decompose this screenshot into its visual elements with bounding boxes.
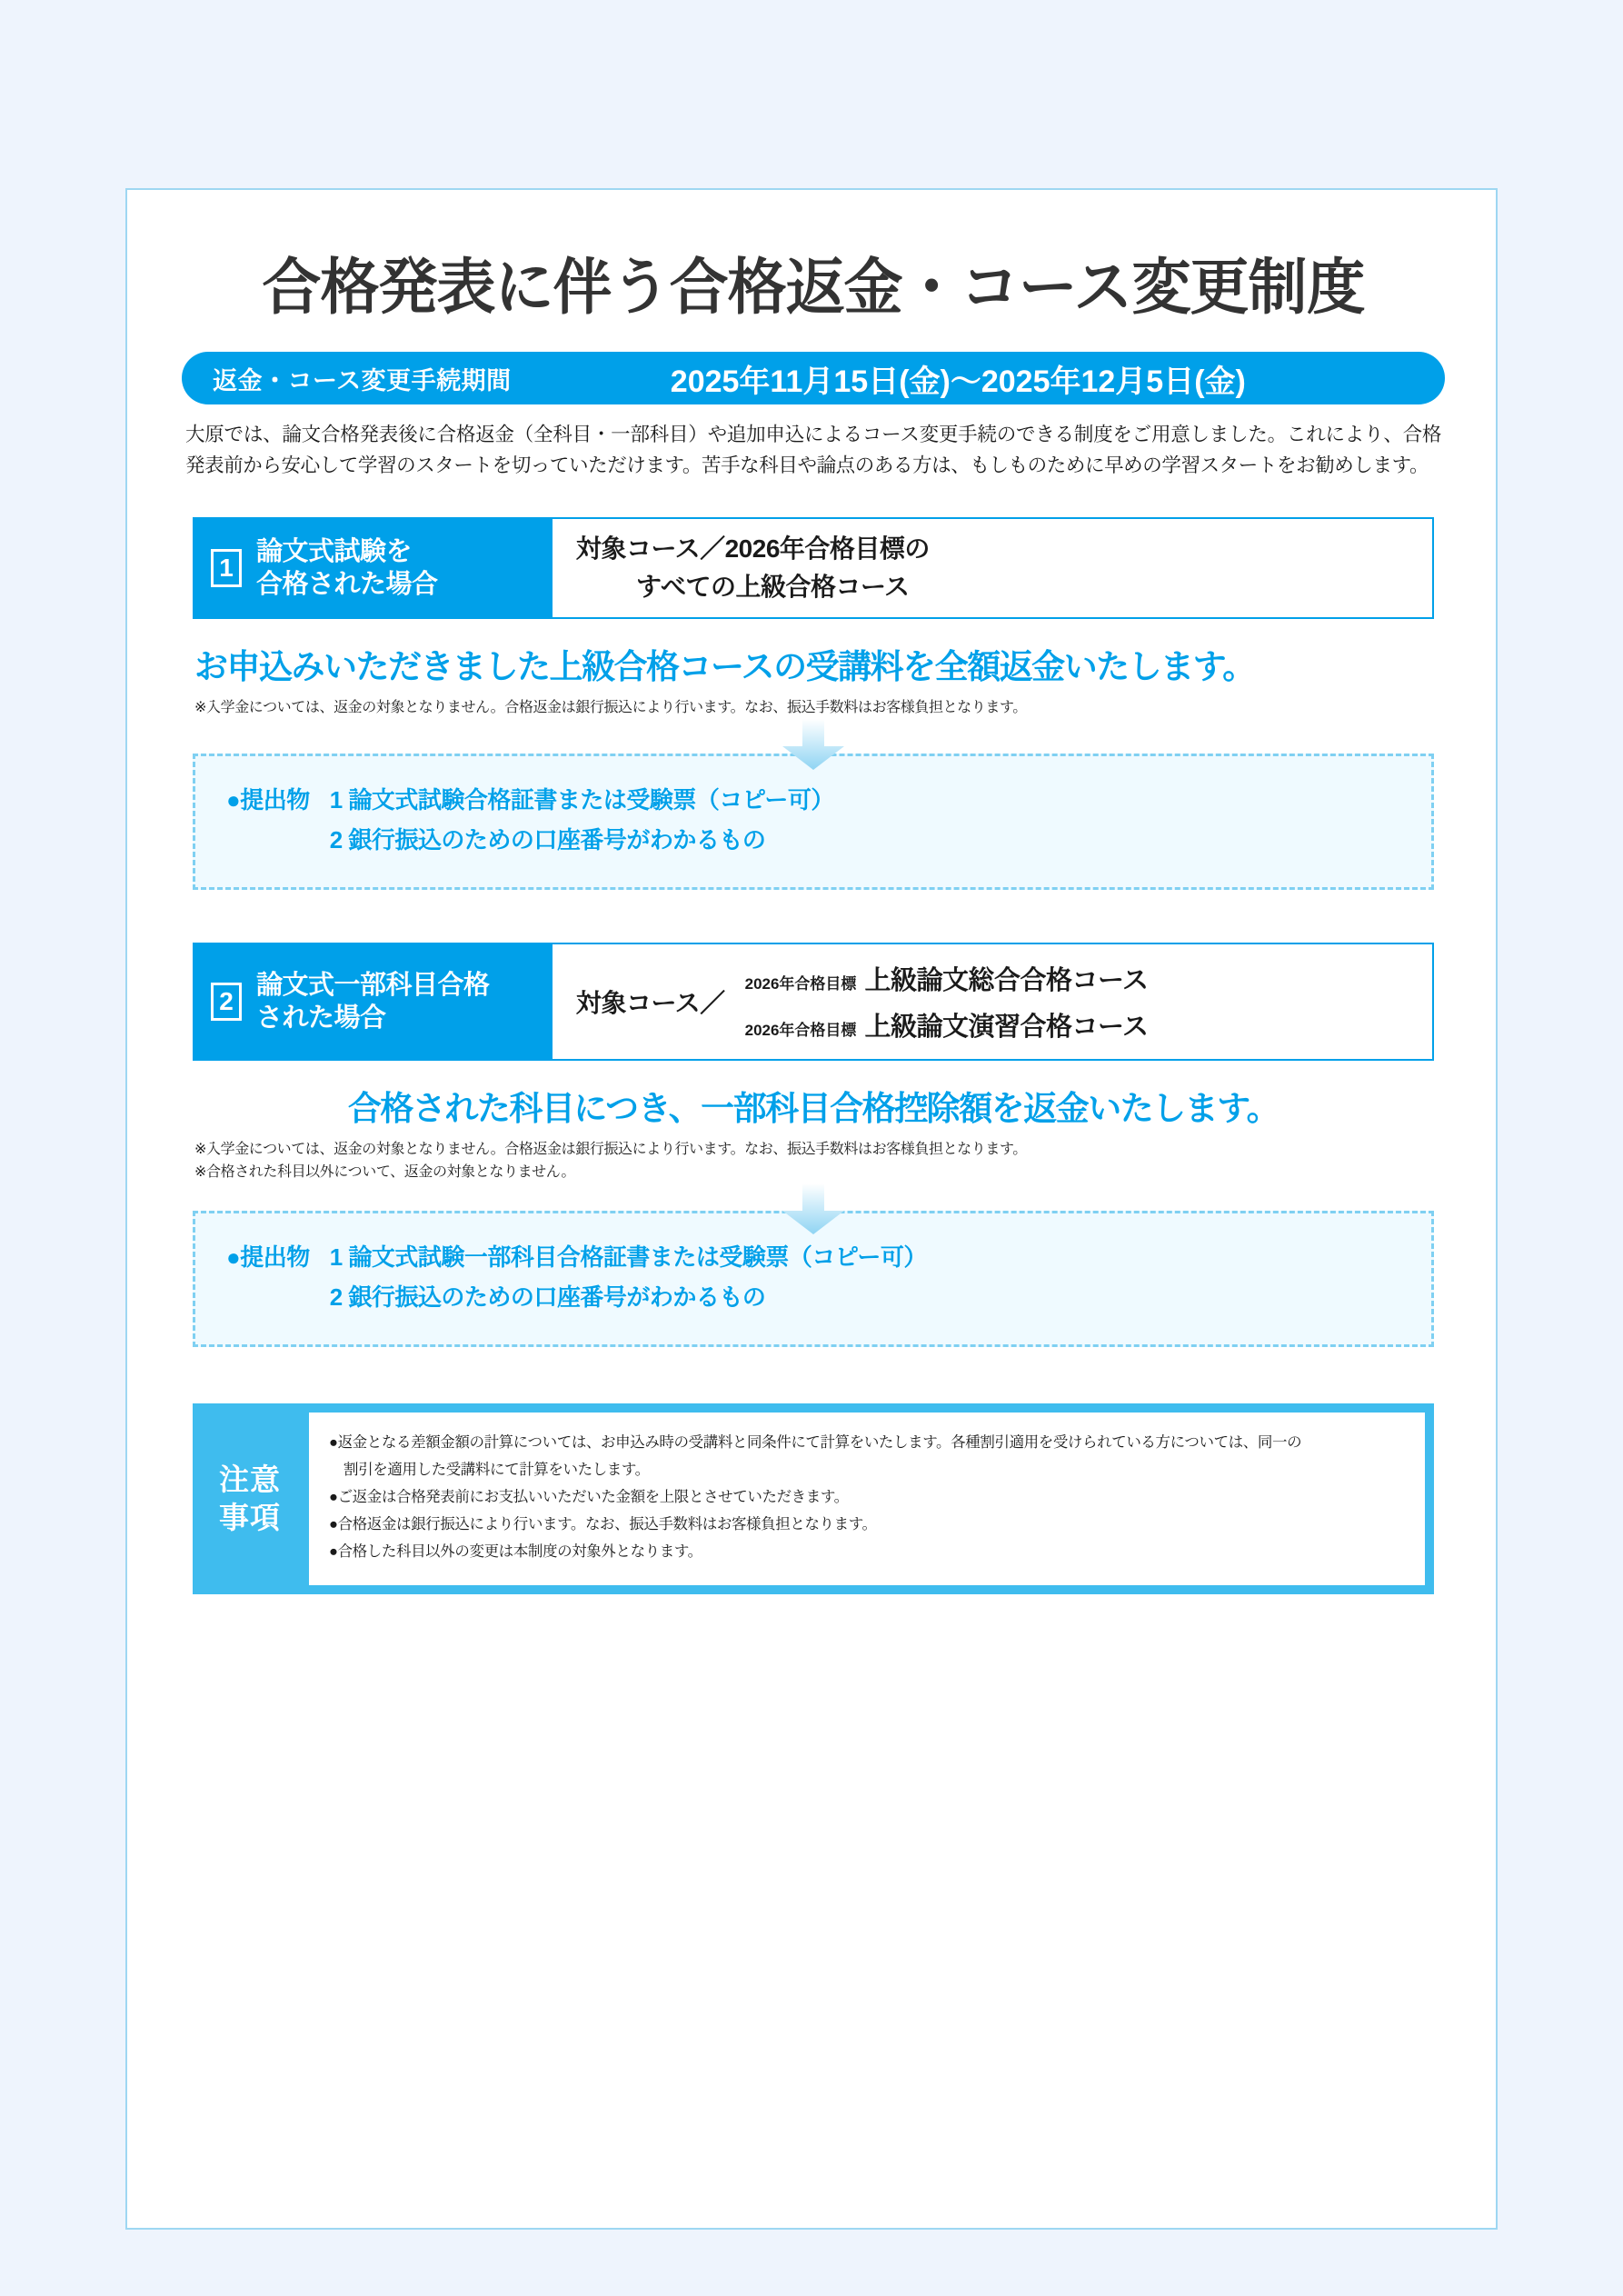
section-2-submit-items [330, 1237, 927, 1317]
section-1-title-line2: 合格された場合 [256, 570, 438, 599]
section-1-submit-label: ●提出物 [226, 786, 310, 814]
section-1-submit-box [193, 754, 1434, 890]
period-label: 返金・コース変更手続期間 [213, 366, 512, 394]
section-2-submit-label: ●提出物 [226, 1243, 310, 1271]
section-2-submit-item-2: 2 銀行振込のための口座番号がわかるもの [329, 1283, 766, 1311]
section-2-course-2-name: 上級論文演習合格コース [864, 1013, 1149, 1042]
caution-item [329, 1429, 1405, 1483]
section-1-submit-item-1: 1 論文式試験合格証書または受験票（コピー可） [329, 786, 834, 814]
caution-item: ●合格した科目以外の変更は本制度の対象外となります。 [329, 1543, 702, 1560]
section-1-arrow-zone [193, 719, 1434, 759]
section-2-course-2-year: 2026年合格目標 [744, 1022, 857, 1039]
section-2-note-2: ※合格された科目以外について、返金の対象となりません。 [194, 1164, 575, 1180]
section-2-headline: 合格された科目につき、一部科目合格控除額を返金いたします。 [347, 1090, 1279, 1127]
section-2 [182, 943, 1445, 1347]
section-1-note-1: ※入学金については、返金の対象となりません。合格返金は銀行振込により行います。なお、振込手数料はお客様負担となります。 [194, 700, 1027, 715]
caution-title [202, 1413, 298, 1585]
period-banner [182, 352, 1445, 404]
caution-item-1-text: ●返金となる差額金額の計算については、お申込み時の受講料と同条件にて計算をいたします。各種割引適用を受けられている方については、同一の [329, 1434, 1302, 1451]
section-1-headline: お申込みいただきました上級合格コースの受講料を全額返金いたします。 [194, 648, 1255, 685]
section-2-course-list [725, 955, 1149, 1048]
section-1-header-left [194, 519, 553, 617]
section-2-course [576, 955, 1416, 1048]
section-1-title [256, 535, 438, 601]
section-1-number: 1 [211, 549, 242, 587]
section-1 [182, 517, 1445, 890]
section-2-note-1: ※入学金については、返金の対象となりません。合格返金は銀行振込により行います。なお、振込手数料はお客様負担となります。 [194, 1142, 1027, 1157]
section-2-course-1-year: 2026年合格目標 [744, 975, 857, 993]
section-1-title-line1: 論文式試験を [256, 537, 413, 566]
intro-paragraph: 大原では、論文合格発表後に合格返金（全科目・一部科目）や追加申込によるコース変更手続のできる制度をご用意しました。これにより、合格発表前から安心して学習のスタートを切っていただけます。苦手な科目や論点のある方は、もしものために早めの学習スタートをお勧めします。 [185, 424, 1441, 476]
caution-item-1-cont: 割引を適用した受講料にて計算をいたします。 [344, 1462, 650, 1478]
section-2-header [193, 943, 1434, 1061]
section-2-course-target-label: 対象コース／ [576, 989, 725, 1017]
caution-title-line1: 注意 [219, 1462, 281, 1496]
caution-item: ●ご返金は合格発表前にお支払いいただいた金額を上限とさせていただきます。 [329, 1489, 849, 1505]
section-2-course-row [745, 1002, 1149, 1048]
down-arrow-icon [781, 1183, 846, 1234]
section-1-submit-line [226, 780, 1400, 860]
page-title: 合格発表に伴う合格返金・コース変更制度 [262, 254, 1365, 322]
section-1-course-line2: すべての上級合格コース [636, 573, 910, 601]
caution-block [193, 1403, 1434, 1594]
section-2-arrow-zone [193, 1183, 1434, 1216]
caution-title-line2: 事項 [219, 1501, 281, 1534]
down-arrow-icon [781, 719, 846, 770]
section-2-title-line1: 論文式一部科目合格 [256, 971, 490, 1000]
section-2-course-area [553, 944, 1432, 1059]
section-1-submit-items [330, 780, 834, 860]
section-1-submit-item-2: 2 銀行振込のための口座番号がわかるもの [329, 826, 766, 854]
section-2-course-row [745, 955, 1149, 1002]
section-2-number: 2 [211, 983, 242, 1021]
section-2-submit-item-1: 1 論文式試験一部科目合格証書または受験票（コピー可） [329, 1243, 927, 1271]
section-2-header-left [194, 944, 553, 1059]
caution-item: ●合格返金は銀行振込により行います。なお、振込手数料はお客様負担となります。 [329, 1516, 877, 1532]
period-value: 2025年11月15日(金)〜2025年12月5日(金) [670, 364, 1246, 399]
section-2-title-line2: された場合 [256, 1003, 386, 1033]
section-2-title [256, 969, 490, 1034]
section-2-submit-line [226, 1237, 1400, 1317]
section-1-course-line1: 対象コース／2026年合格目標の [576, 534, 930, 563]
section-1-header [193, 517, 1434, 619]
document-page [125, 188, 1498, 2230]
document-content [182, 190, 1445, 1594]
section-1-course-area [553, 519, 1432, 617]
section-2-course-1-name: 上級論文総合合格コース [864, 966, 1149, 995]
caution-body [309, 1413, 1425, 1585]
section-1-course [576, 530, 930, 606]
